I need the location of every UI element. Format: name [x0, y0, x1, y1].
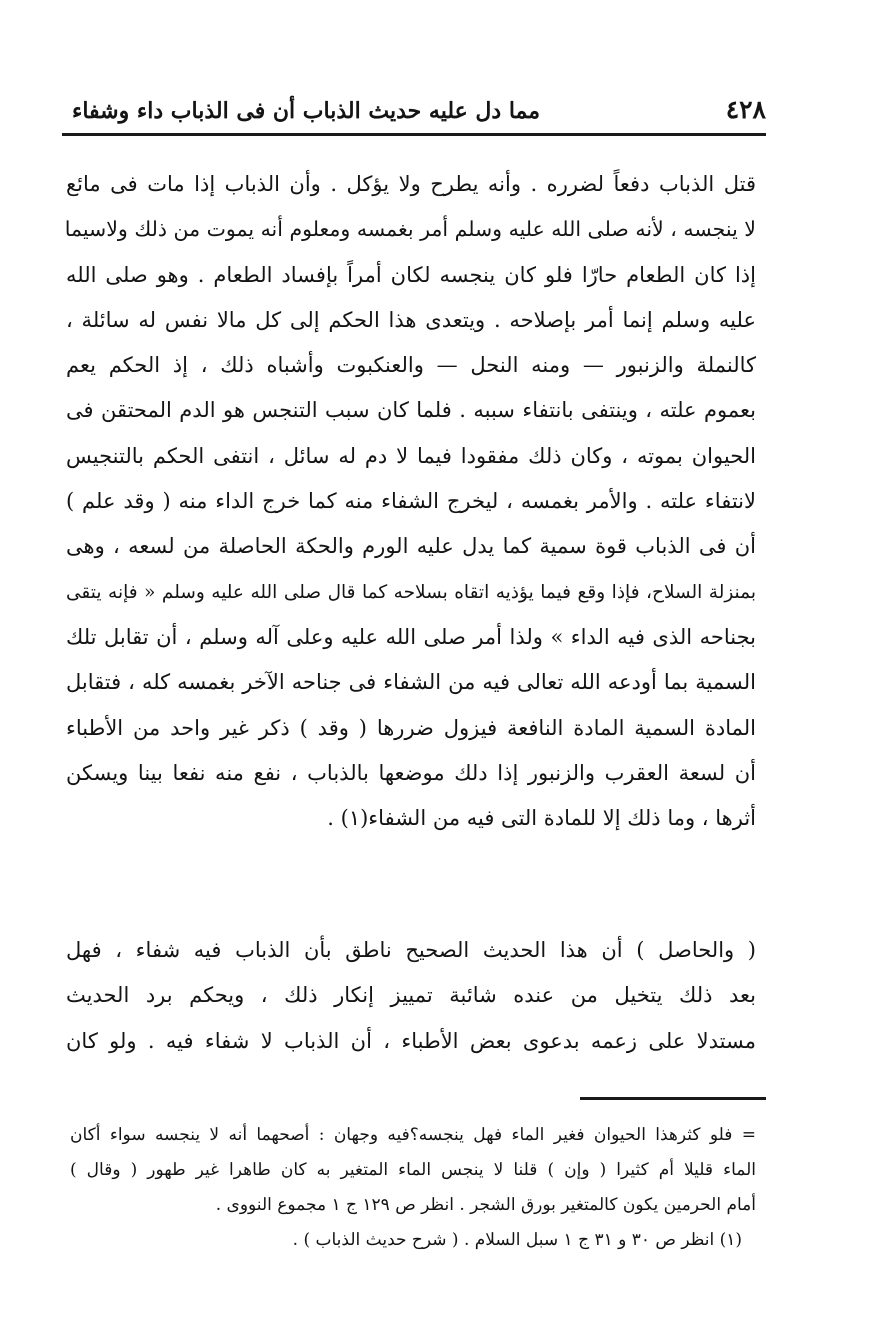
footnote-reference: (١) انظر ص ٣٠ و ٣١ ج ١ سبل السلام . ( شرح حديث الذباب ) .	[292, 1230, 742, 1250]
text-line: السمية بما أودعه الله تعالى فيه من الشفاء فى جناحه الآخر بغمسه كله ، فتقابل	[66, 670, 756, 695]
footnote-line: أمام الحرمين يكون كالمتغير بورق الشجر . انظر ص ١٢٩ ج ١ مجموع النووى .	[215, 1195, 756, 1215]
text-line: عليه وسلم إنما أمر بإصلاحه . ويتعدى هذا الحكم إلى كل مالا نفس له سائلة ،	[66, 307, 756, 332]
text-line: إذا كان الطعام حارّا فلو كان ينجسه لكان أمراً بإفساد الطعام . وهو صلى الله	[66, 262, 756, 287]
footnote-line: الماء قليلا أم كثيرا ( وإن ) قلنا لا ينجس الماء المتغير به كان طاهرا غير طهور ( وقال )	[70, 1160, 756, 1180]
text-line: المادة السمية المادة النافعة فيزول ضررها ( وقد ) ذكر غير واحد من الأطباء	[66, 715, 756, 740]
main-paragraph	[66, 162, 756, 841]
text-line: لا ينجسه ، لأنه صلى الله عليه وسلم أمر بغمسه ومعلوم أنه يموت من ذلك ولاسيما	[64, 217, 756, 242]
text-line: بمنزلة السلاح، فإذا وقع فيما يؤذيه اتقاه بسلاحه كما قال صلى الله عليه وسلم « فإنه يتقى	[66, 581, 756, 603]
page-header	[62, 84, 766, 124]
page-number: ٤٢٨	[725, 95, 766, 124]
text-line: مستدلا على زعمه بدعوى بعض الأطباء ، أن الذباب لا شفاء فيه . ولو كان	[66, 1028, 756, 1053]
footnotes	[70, 1118, 756, 1258]
text-line: قتل الذباب دفعاً لضرره . وأنه يطرح ولا يؤكل . وأن الذباب إذا مات فى مائع	[66, 172, 756, 196]
text-line: بجناحه الذى فيه الداء » ولذا أمر صلى الله عليه وعلى آله وسلم ، أن تقابل تلك	[66, 624, 756, 649]
footnote-separator	[580, 1097, 766, 1100]
text-line: ( والحاصل ) أن هذا الحديث الصحيح ناطق بأن الذباب فيه شفاء ، فهل	[66, 938, 756, 962]
text-line: الحيوان بموته ، وكان ذلك مفقودا فيما لا دم له سائل ، انتفى الحكم بالتنجيس	[66, 443, 756, 468]
text-line: كالنملة والزنبور — ومنه النحل — والعنكبوت وأشباه ذلك ، إذ الحكم يعم	[66, 353, 756, 378]
second-paragraph	[66, 928, 756, 1064]
text-line: أن فى الذباب قوة سمية كما يدل عليه الورم والحكة الحاصلة من لسعه ، وهى	[66, 534, 756, 559]
running-title: مما دل عليه حديث الذباب أن فى الذباب داء وشفاء	[72, 98, 541, 124]
text-line: لانتفاء علته . والأمر بغمسه ، ليخرج الشفاء منه كما خرج الداء منه ( وقد علم )	[66, 489, 756, 514]
footnote-line: = فلو كثرهذا الحيوان فغير الماء فهل ينجسه؟فيه وجهان : أصحهما أنه لا ينجسه سواء أكان	[70, 1125, 756, 1145]
text-line: بعموم علته ، وينتفى بانتفاء سببه . فلما كان سبب التنجس هو الدم المحتقن فى	[66, 398, 756, 423]
text-line: أثرها ، وما ذلك إلا للمادة التى فيه من الشفاء(١) .	[327, 806, 756, 831]
text-line: بعد ذلك يتخيل من عنده شائبة تمييز إنكار ذلك ، ويحكم برد الحديث	[66, 983, 756, 1008]
header-rule	[62, 133, 766, 136]
text-line: أن لسعة العقرب والزنبور إذا دلك موضعها بالذباب ، نفع منه نفعا بينا ويسكن	[66, 760, 756, 785]
